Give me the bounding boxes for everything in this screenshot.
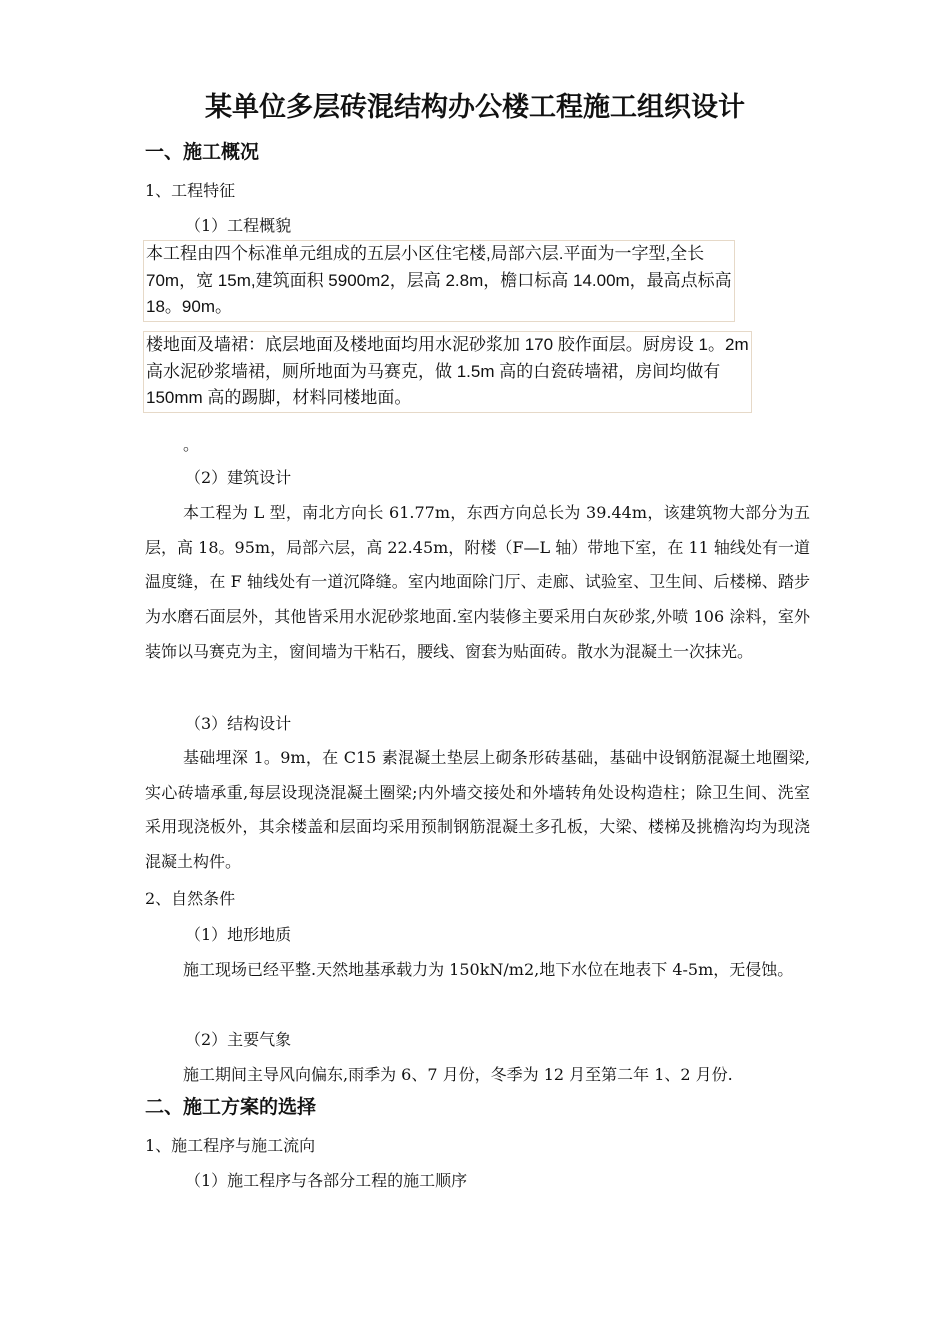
subheading-project-features: 1、工程特征 xyxy=(145,181,236,200)
section-heading-overview: 一、施工概况 xyxy=(145,141,260,163)
paragraph-structure: 基础埋深 1。9m，在 C15 素混凝土垫层上砌条形砖基础，基础中设钢筋混凝土地圈梁,实心砖墙承重,每层设现浇混凝土圈梁;内外墙交接处和外墙转角处设构造柱；除卫生间、洗室采用现浇板外，其余楼盖和层面均采用预制钢筋混凝土多孔板，大梁、楼梯及挑檐沟均为现浇混凝土构件。 xyxy=(145,748,810,872)
paragraph-terrain: 施工现场已经平整.天然地基承载力为 150kN/m2,地下水位在地表下 4-5m，无侵蚀。 xyxy=(183,960,794,979)
document-title: 某单位多层砖混结构办公楼工程施工组织设计 xyxy=(205,92,745,123)
text-line: 楼地面及墙裙：底层地面及楼地面均用水泥砂浆加 170 胶作面层。厨房设 1。2m xyxy=(146,335,749,354)
item-heading-architecture: （2）建筑设计 xyxy=(185,468,292,487)
item-heading-procedure: （1）施工程序与各部分工程的施工顺序 xyxy=(185,1171,468,1190)
highlighted-paragraph-overview xyxy=(143,240,735,322)
subheading-natural-conditions: 2、自然条件 xyxy=(145,889,236,908)
section-heading-plan: 二、施工方案的选择 xyxy=(145,1096,317,1118)
text-line: 70m，宽 15m,建筑面积 5900m2，层高 2.8m，檐口标高 14.00m，最高点标高 xyxy=(146,270,732,290)
text-line: 18。90m。 xyxy=(146,297,232,316)
item-heading-climate: （2）主要气象 xyxy=(185,1030,292,1049)
highlighted-paragraph-floors xyxy=(143,331,752,413)
text-line: 本工程由四个标准单元组成的五层小区住宅楼,局部六层.平面为一字型,全长 xyxy=(146,244,705,263)
paragraph-architecture: 本工程为 L 型，南北方向长 61.77m，东西方向总长为 39.44m，该建筑物大部分为五层，高 18。95m，局部六层，高 22.45m，附楼（F—L 轴）带地下室，在 11 轴线处有一道温度缝，在 F 轴线处有一道沉降缝。室内地面除门厅、走廊、试验室、卫生间、后楼梯、踏步为水磨石面层外，其他皆采用水泥砂浆地面.室内装修主要采用白灰砂浆,外喷 106 涂料，室外装饰以马赛克为主，窗间墙为干粘石，腰线、窗套为贴面砖。散水为混凝土一次抹光。 xyxy=(145,503,810,661)
text-line: 150mm 高的踢脚，材料同楼地面。 xyxy=(146,388,412,407)
paragraph-climate: 施工期间主导风向偏东,雨季为 6、7 月份，冬季为 12 月至第二年 1、2 月份. xyxy=(183,1065,733,1084)
text-line: 高水泥砂浆墙裙，厕所地面为马赛克，做 1.5m 高的白瓷砖墙裙，房间均做有 xyxy=(146,361,721,381)
stray-punctuation: 。 xyxy=(183,435,200,454)
item-heading-structure: （3）结构设计 xyxy=(185,714,292,733)
item-heading-terrain: （1）地形地质 xyxy=(185,925,292,944)
item-heading-overview: （1）工程概貌 xyxy=(185,216,292,235)
subheading-sequence: 1、施工程序与施工流向 xyxy=(145,1136,316,1155)
